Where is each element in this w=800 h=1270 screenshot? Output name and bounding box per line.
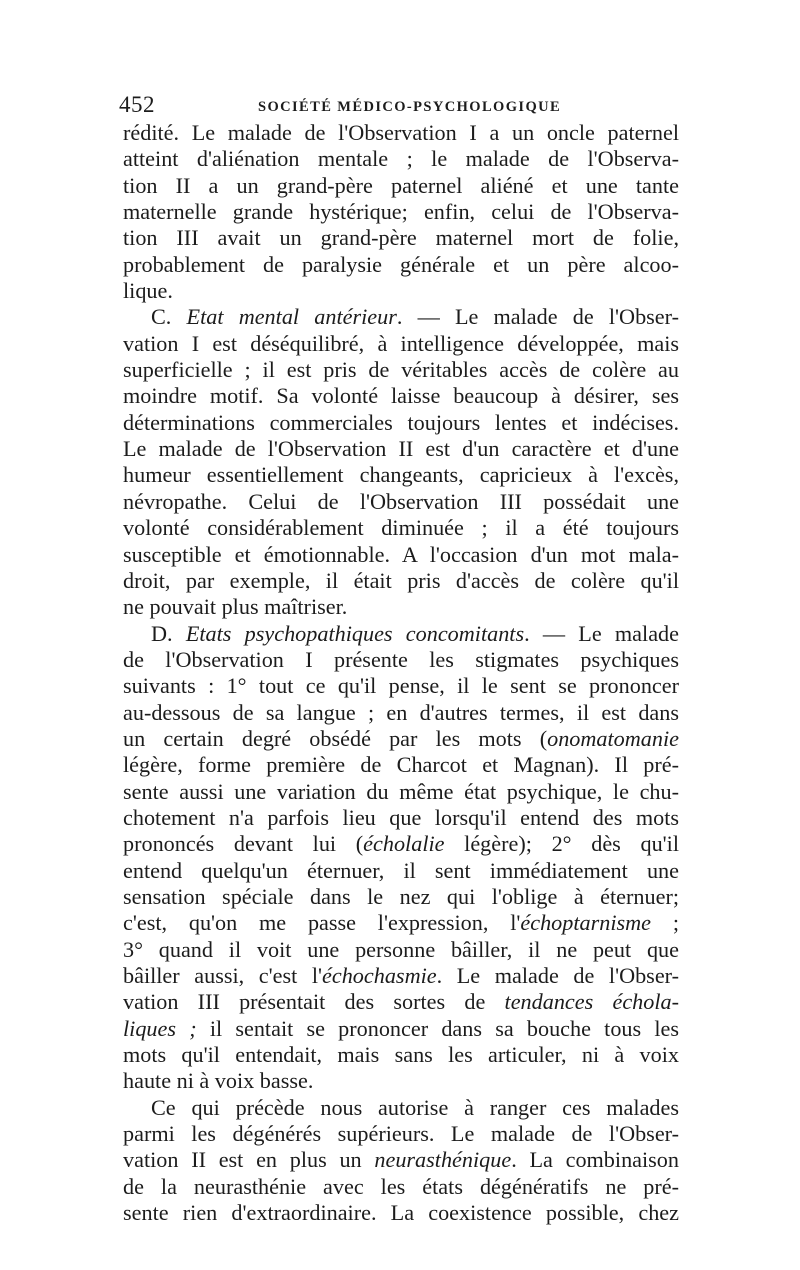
running-head xyxy=(119,90,679,118)
italic-term: Etat mental antérieur xyxy=(186,304,397,330)
text-line: sente aussi une variation du même état psychique, le chu- xyxy=(123,778,679,804)
text-line: de l'Observation I présente les stigmates psychiques xyxy=(123,646,679,672)
text-line: lique. xyxy=(123,278,173,304)
text-run: prononcés devant lui ( xyxy=(123,831,364,857)
text-line: volonté considérablement diminuée ; il a été toujours xyxy=(123,515,679,541)
text-run: ; xyxy=(651,910,680,936)
italic-term: tendances échola- xyxy=(504,989,680,1015)
text-line: ne pouvait plus maîtriser. xyxy=(123,594,348,620)
text-line xyxy=(123,304,679,330)
text-line: superficielle ; il est pris de véritables accès de colère au xyxy=(123,357,679,383)
text-line: au-dessous de sa langue ; en d'autres termes, il est dans xyxy=(123,699,679,725)
text-line: atteint d'aliénation mentale ; le malade de l'Observa- xyxy=(123,146,679,172)
text-line: rédité. Le malade de l'Observation I a un oncle paternel xyxy=(123,120,679,145)
text-run: C. xyxy=(151,304,187,330)
text-line: vation I est déséquilibré, à intelligence développée, mais xyxy=(123,330,679,356)
text-line: de la neurasthénie avec les états dégénératifs ne pré- xyxy=(123,1173,679,1199)
text-line: Le malade de l'Observation II est d'un caractère et d'une xyxy=(123,436,679,462)
italic-term: neurasthénique xyxy=(374,1147,512,1173)
text-line: sensation spéciale dans le nez qui l'oblige à éternuer; xyxy=(123,883,679,909)
text-line: droit, par exemple, il était pris d'accès de colère qu'il xyxy=(123,567,679,593)
text-run: vation II est en plus un xyxy=(123,1147,375,1173)
text-line xyxy=(123,1147,679,1173)
text-line: chotement n'a parfois lieu que lorsqu'il entend des mots xyxy=(123,804,679,830)
text-line: Ce qui précède nous autorise à ranger ces malades xyxy=(151,1094,679,1120)
text-run: il sentait se prononcer dans sa bouche tous les xyxy=(196,1015,680,1041)
text-line xyxy=(123,726,679,752)
text-line: névropathe. Celui de l'Observation III possédait une xyxy=(123,488,679,514)
text-line xyxy=(123,989,679,1015)
text-line: déterminations commerciales toujours lentes et indécises. xyxy=(123,409,679,435)
text-line: parmi les dégénérés supérieurs. Le malade de l'Obser- xyxy=(123,1121,679,1147)
italic-term: onomatomanie xyxy=(547,725,679,751)
text-line: mots qu'il entendait, mais sans les articuler, ni à voix xyxy=(123,1042,679,1068)
text-run: un certain degré obsédé par les mots ( xyxy=(123,725,548,751)
text-line xyxy=(123,963,679,989)
text-line: légère, forme première de Charcot et Magnan). Il pré- xyxy=(123,752,679,778)
text-line xyxy=(123,831,679,857)
text-line: moindre motif. Sa volonté laisse beaucoup à désirer, ses xyxy=(123,383,679,409)
text-line: suivants : 1° tout ce qu'il pense, il le sent se prononcer xyxy=(123,673,679,699)
body-text xyxy=(123,120,679,1226)
italic-term: liques ; xyxy=(123,1015,197,1041)
text-line xyxy=(123,1016,679,1042)
text-line: susceptible et émotionnable. A l'occasion d'un mot mala- xyxy=(123,541,679,567)
italic-term: écholalie xyxy=(363,831,445,857)
text-run: D. xyxy=(151,620,186,646)
text-line xyxy=(123,621,679,647)
text-line: haute ni à voix basse. xyxy=(123,1068,314,1094)
italic-term: échochasmie xyxy=(322,963,437,988)
book-page xyxy=(119,90,680,1226)
text-line: entend quelqu'un éternuer, il sent immédiatement une xyxy=(123,857,679,883)
text-run: . La combinaison xyxy=(511,1147,679,1173)
italic-term: Etats psychopathiques concomitants xyxy=(185,620,525,646)
text-run: légère); 2° dès qu'il xyxy=(444,831,679,857)
text-line: 3° quand il voit une personne bâiller, il ne peut que xyxy=(123,936,679,962)
text-line: tion II a un grand-père paternel aliéné et une tante xyxy=(123,172,679,198)
italic-term: échoptarnisme xyxy=(520,910,652,936)
text-run: . — Le malade de l'Obser- xyxy=(396,304,679,330)
text-line: maternelle grande hystérique; enfin, celui de l'Observa- xyxy=(123,199,679,225)
text-run: vation III présentait des sortes de xyxy=(123,989,505,1015)
text-run: . — Le malade xyxy=(524,620,679,646)
page-number: 452 xyxy=(119,92,155,117)
text-line: humeur essentiellement changeants, capricieux à l'excès, xyxy=(123,462,679,488)
text-run: c'est, qu'on me passe l'expression, l' xyxy=(123,910,521,936)
text-line xyxy=(123,910,679,936)
running-title: SOCIÉTÉ MÉDICO-PSYCHOLOGIQUE xyxy=(258,99,562,115)
text-line: tion III avait un grand-père maternel mort de folie, xyxy=(123,225,679,251)
text-line: sente rien d'extraordinaire. La coexistence possible, chez xyxy=(123,1200,679,1226)
text-line: probablement de paralysie générale et un père alcoo- xyxy=(123,251,679,277)
text-run: . Le malade de l'Obser- xyxy=(436,963,680,988)
text-run: bâiller aussi, c'est l' xyxy=(123,963,323,988)
